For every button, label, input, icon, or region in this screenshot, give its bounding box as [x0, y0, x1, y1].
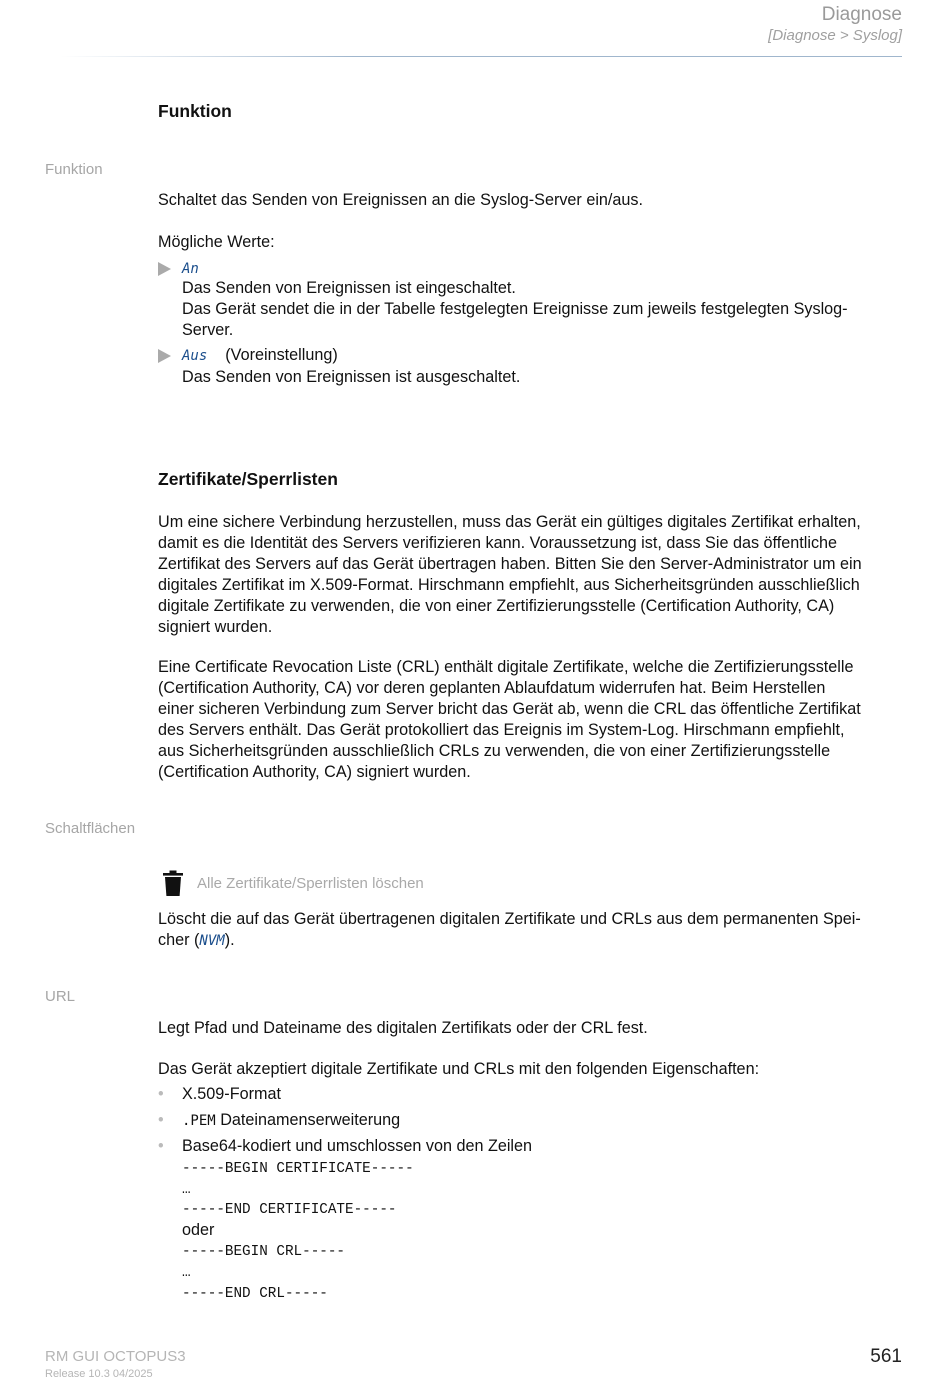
header-divider [60, 56, 902, 57]
option-aus [158, 346, 906, 390]
paragraph-line: digitales Zertifikat im X.509-Format. Hirschmann empfiehlt, aus Sicherheitsgründen ausschließlich [158, 575, 860, 594]
margin-label-url: URL [45, 988, 76, 1005]
option-an [158, 259, 906, 339]
option-value: Aus [182, 348, 208, 364]
margin-label-buttons: Schaltflächen [45, 820, 136, 837]
trash-icon[interactable] [160, 869, 186, 897]
triangle-bullet-icon [158, 349, 171, 363]
url-properties-intro: Das Gerät akzeptiert digitale Zertifikate und CRLs mit den folgenden Eigenschaften: [158, 1060, 760, 1078]
paragraph-line: (Certification Authority, CA) vor deren geplanten Ablaufdatum widerrufen hat. Beim Herstellen [158, 678, 826, 697]
breadcrumb: [Diagnose > Syslog] [768, 27, 902, 44]
paragraph-line: einer sicheren Verbindung zum Server bricht das Gerät ab, wenn die CRL das öffentliche Zertifikat [158, 699, 861, 718]
bullet-dot-icon: • [158, 1137, 164, 1155]
footer-product: RM GUI OCTOPUS3 [45, 1348, 186, 1365]
footer-release: Release 10.3 04/2025 [45, 1368, 153, 1380]
section-title-funktion: Funktion [158, 101, 232, 121]
code-end-certificate: -----END CERTIFICATE----- [182, 1202, 397, 1218]
cert-paragraph-1 [158, 512, 906, 637]
code-ellipsis: … [182, 1182, 191, 1198]
paragraph-line: signiert wurden. [158, 617, 273, 636]
header-title: Diagnose [821, 4, 902, 25]
option-line: Server. [182, 321, 234, 339]
bullet-dot-icon: • [158, 1111, 164, 1129]
nvm-term: NVM [199, 932, 225, 949]
code-ellipsis: … [182, 1265, 191, 1281]
option-default-note: (Voreinstellung) [225, 346, 338, 364]
paragraph-line: aus Sicherheitsgründen ausschließlich CRLs zu verwenden, die von einer Zertifizierungsstelle [158, 741, 831, 760]
paragraph-line [158, 930, 906, 952]
possible-values-label: Mögliche Werte: [158, 233, 275, 251]
text-span: cher ( [158, 930, 200, 949]
url-intro: Legt Pfad und Dateiname des digitalen Zertifikats oder der CRL fest. [158, 1019, 648, 1037]
or-label: oder [182, 1221, 215, 1239]
pem-extension-code: .PEM [182, 1113, 216, 1129]
page-number: 561 [870, 1346, 902, 1367]
function-intro: Schaltet das Senden von Ereignissen an die Syslog-Server ein/aus. [158, 191, 644, 209]
paragraph-line: Eine Certificate Revocation Liste (CRL) enthält digitale Zertifikate, welche die Zertifizierungsstelle [158, 658, 854, 676]
paragraph-line: Um eine sichere Verbindung herzustellen, muss das Gerät ein gültiges digitales Zertifikat erhalten, [158, 513, 861, 531]
option-description [182, 278, 906, 341]
paragraph-line: Zertifikat des Servers auf das Gerät übertragen haben. Bitten Sie den Server-Administrator um ein [158, 554, 862, 573]
option-description [182, 367, 906, 388]
margin-label-funktion: Funktion [45, 161, 103, 178]
option-line: Das Senden von Ereignissen ist ausgeschaltet. [182, 368, 521, 386]
paragraph-line: des Servers enthält. Das Gerät protokolliert das Ereignis im System-Log. Hirschmann empfiehlt, [158, 720, 845, 739]
paragraph-line: Löscht die auf das Gerät übertragenen digitalen Zertifikate und CRLs aus dem permanenten Spei- [158, 910, 861, 928]
code-begin-certificate: -----BEGIN CERTIFICATE----- [182, 1161, 414, 1177]
delete-all-certificates-button[interactable]: Alle Zertifikate/Sperrlisten löschen [197, 875, 424, 892]
list-item [158, 1085, 906, 1107]
list-item-text [182, 1111, 400, 1130]
code-begin-crl: -----BEGIN CRL----- [182, 1244, 346, 1260]
delete-description [158, 909, 906, 952]
list-item-text: X.509-Format [182, 1085, 281, 1103]
bullet-dot-icon: • [158, 1085, 164, 1103]
list-item [158, 1111, 906, 1133]
triangle-bullet-icon [158, 262, 171, 276]
option-line: Das Gerät sendet die in der Tabelle festgelegten Ereignisse zum jeweils festgelegten Syslog- [182, 300, 848, 318]
paragraph-line: (Certification Authority, CA) signiert wurden. [158, 762, 471, 781]
cert-paragraph-2 [158, 657, 906, 782]
text-span: ). [224, 930, 235, 949]
code-end-crl: -----END CRL----- [182, 1286, 328, 1302]
list-item [158, 1137, 906, 1159]
section-title-certificates: Zertifikate/Sperrlisten [158, 469, 338, 489]
option-value: An [182, 261, 199, 277]
option-head [182, 259, 199, 278]
paragraph-line: damit es die Identität des Servers verifizieren kann. Voraussetzung ist, dass Sie das öffentliche [158, 533, 838, 552]
option-line: Das Senden von Ereignissen ist eingeschaltet. [182, 279, 516, 297]
option-head [182, 346, 338, 365]
list-item-text: Base64-kodiert und umschlossen von den Zeilen [182, 1137, 533, 1155]
paragraph-line: digitale Zertifikate zu verwenden, die von einer Zertifizierungsstelle (Certification Authority, CA) [158, 596, 835, 615]
text-span: Dateinamenserweiterung [215, 1111, 401, 1129]
